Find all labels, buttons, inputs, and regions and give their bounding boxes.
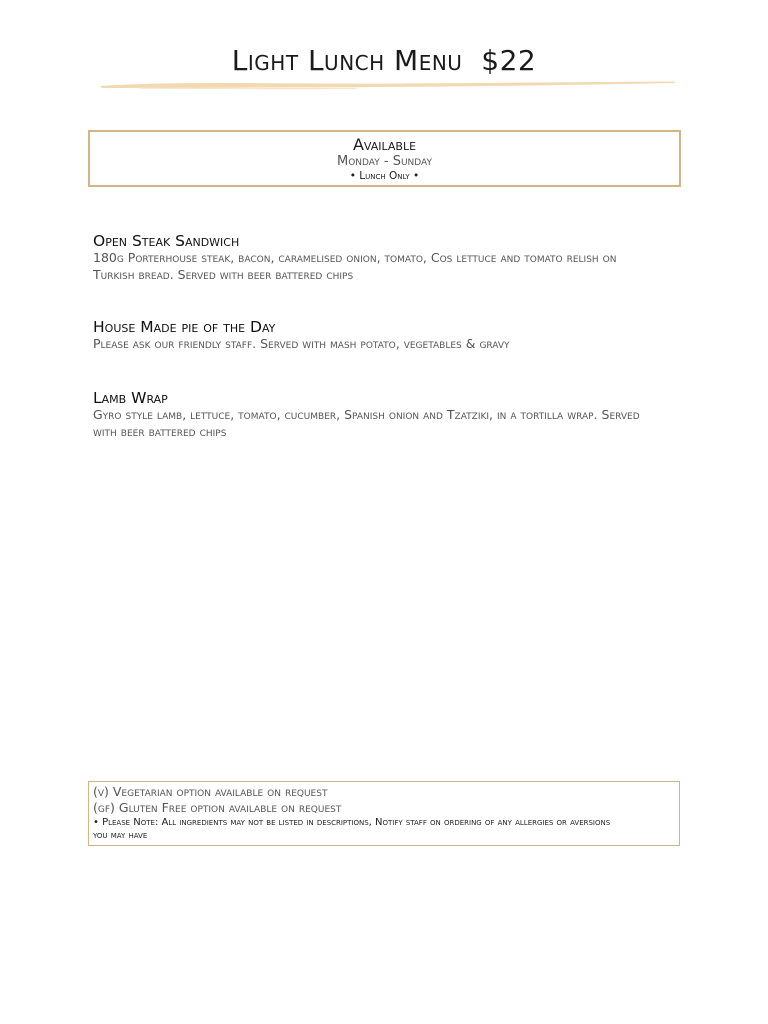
availability-box (88, 130, 681, 187)
menu-item (93, 389, 653, 440)
menu-item-description: 180g Porterhouse steak, bacon, caramelised onion, tomato, Cos lettuce and tomato relish on Turkish bread. Served with beer battered chips (93, 250, 617, 282)
menu-title: Light Lunch Menu $22 (231, 44, 537, 77)
allergy-note: • Please Note: All ingredients may not be listed in descriptions, Notify staff on ordering of any allergies or aversions you may have (93, 817, 611, 841)
menu-item-name: Open Steak Sandwich (93, 232, 240, 250)
menu-item (93, 232, 653, 283)
menu-item-description: Gyro style lamb, lettuce, tomato, cucumber, Spanish onion and Tzatziki, in a tortilla wrap. Served with beer battered chips (93, 407, 640, 439)
availability-days: Monday - Sunday (336, 154, 432, 169)
brush-stroke-divider (98, 78, 678, 92)
gluten-free-note: (gf) Gluten Free option available on request (93, 800, 342, 815)
availability-title: Available (352, 135, 417, 154)
menu-item-name: Lamb Wrap (93, 389, 168, 407)
menu-item-description: Please ask our friendly staff. Served with mash potato, vegetables & gravy (93, 336, 510, 351)
availability-note: • Lunch Only • (349, 170, 420, 182)
menu-item (93, 318, 653, 353)
dietary-notes-box (88, 781, 680, 846)
menu-item-name: House Made pie of the Day (93, 318, 276, 336)
vegetarian-note: (v) Vegetarian option available on request (93, 784, 328, 799)
